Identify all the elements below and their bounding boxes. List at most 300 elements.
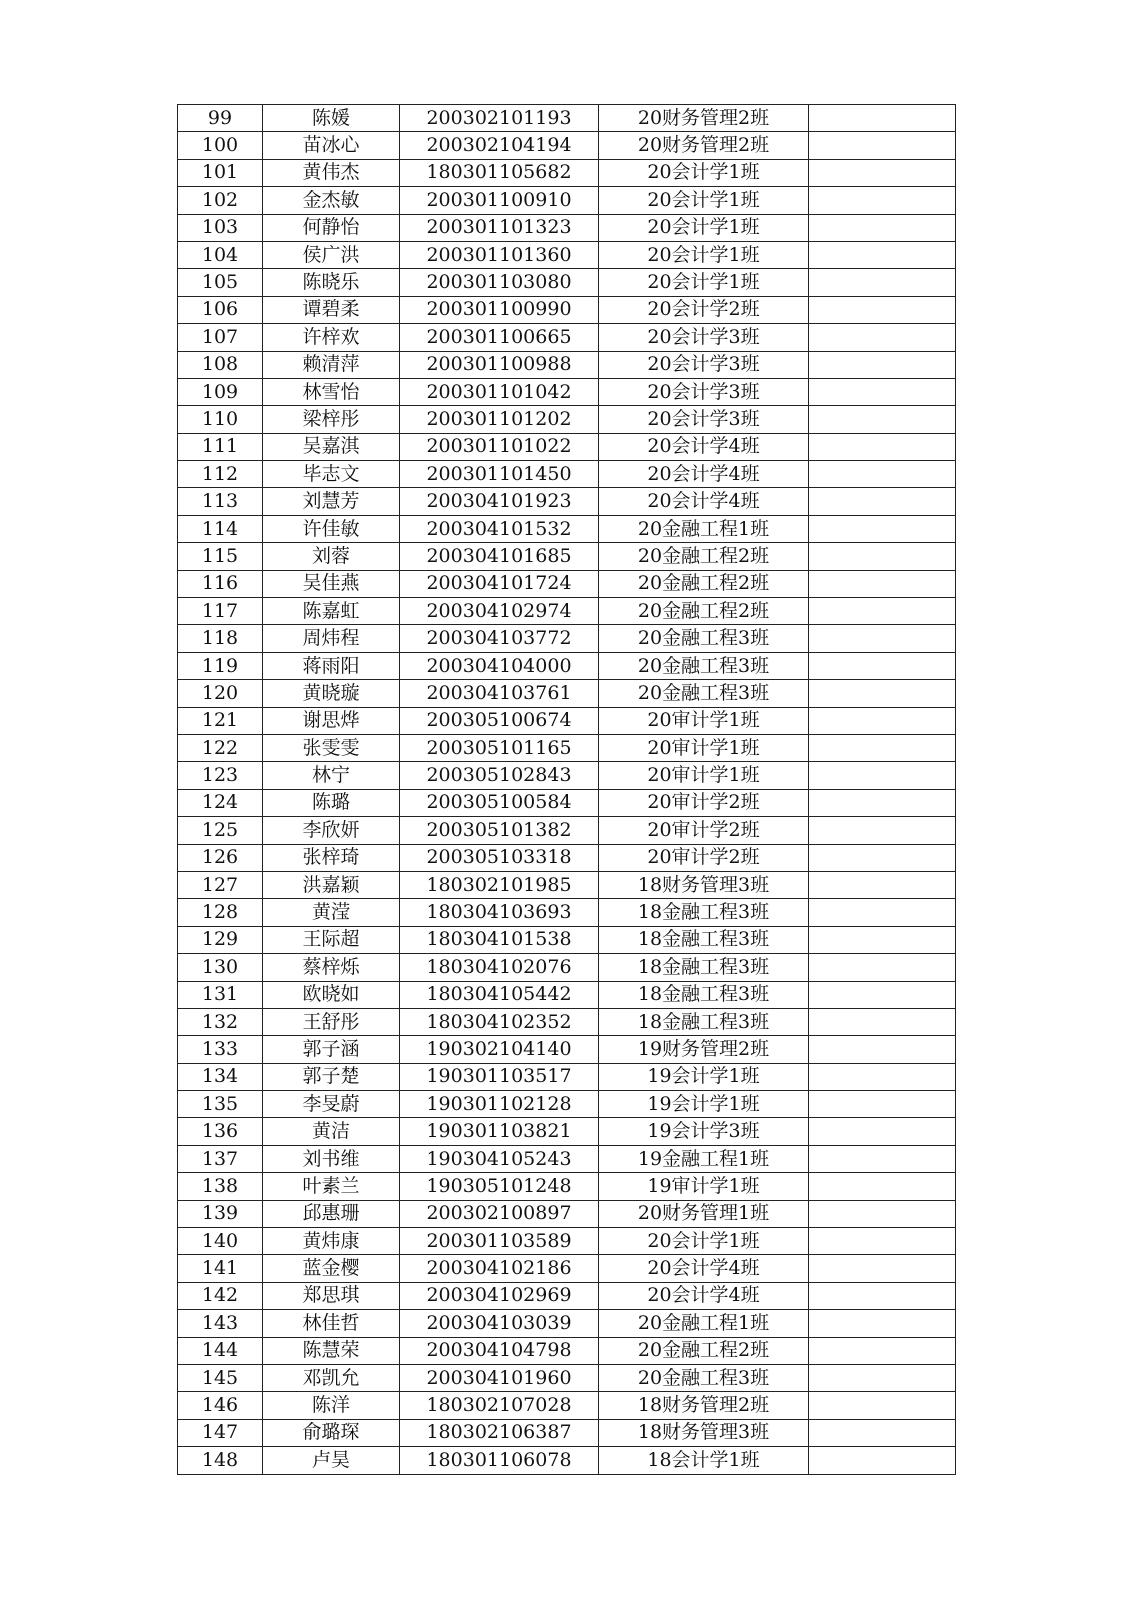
- row-number-cell: 127: [178, 871, 263, 898]
- student-id-cell: 200301101323: [400, 214, 599, 241]
- table-row: [178, 1036, 956, 1063]
- row-number-cell: 123: [178, 762, 263, 789]
- table-row: [178, 680, 956, 707]
- student-id-cell: 190301103821: [400, 1118, 599, 1145]
- student-name-cell: 陈嘉虹: [263, 598, 400, 625]
- remarks-cell: [809, 707, 956, 734]
- remarks-cell: [809, 433, 956, 460]
- table-row: [178, 324, 956, 351]
- remarks-cell: [809, 1118, 956, 1145]
- class-name-cell: 20金融工程2班: [599, 543, 809, 570]
- remarks-cell: [809, 1255, 956, 1282]
- table-row: [178, 871, 956, 898]
- class-name-cell: 20会计学3班: [599, 324, 809, 351]
- remarks-cell: [809, 324, 956, 351]
- class-name-cell: 20会计学1班: [599, 214, 809, 241]
- class-name-cell: 20会计学3班: [599, 406, 809, 433]
- class-name-cell: 20会计学4班: [599, 461, 809, 488]
- class-name-cell: 19财务管理2班: [599, 1036, 809, 1063]
- row-number-cell: 138: [178, 1173, 263, 1200]
- class-name-cell: 20金融工程2班: [599, 570, 809, 597]
- remarks-cell: [809, 1392, 956, 1419]
- table-row: [178, 926, 956, 953]
- class-name-cell: 18金融工程3班: [599, 954, 809, 981]
- class-name-cell: 20审计学1班: [599, 707, 809, 734]
- student-id-cell: 200304101923: [400, 488, 599, 515]
- remarks-cell: [809, 954, 956, 981]
- class-name-cell: 20会计学4班: [599, 1255, 809, 1282]
- student-name-cell: 许佳敏: [263, 515, 400, 542]
- student-id-cell: 200304104798: [400, 1337, 599, 1364]
- student-name-cell: 陈慧荣: [263, 1337, 400, 1364]
- class-name-cell: 20金融工程1班: [599, 515, 809, 542]
- remarks-cell: [809, 105, 956, 132]
- student-name-cell: 梁梓彤: [263, 406, 400, 433]
- student-name-cell: 谭碧柔: [263, 296, 400, 323]
- remarks-cell: [809, 899, 956, 926]
- table-row: [178, 598, 956, 625]
- table-row: [178, 625, 956, 652]
- student-id-cell: 200301100988: [400, 351, 599, 378]
- row-number-cell: 113: [178, 488, 263, 515]
- student-name-cell: 黄晓璇: [263, 680, 400, 707]
- student-name-cell: 张雯雯: [263, 734, 400, 761]
- class-name-cell: 20金融工程1班: [599, 1310, 809, 1337]
- student-id-cell: 180304103693: [400, 899, 599, 926]
- remarks-cell: [809, 570, 956, 597]
- class-name-cell: 18金融工程3班: [599, 981, 809, 1008]
- student-name-cell: 林宁: [263, 762, 400, 789]
- table-row: [178, 1447, 956, 1474]
- row-number-cell: 136: [178, 1118, 263, 1145]
- remarks-cell: [809, 981, 956, 1008]
- student-id-cell: 190302104140: [400, 1036, 599, 1063]
- student-name-cell: 郭子楚: [263, 1063, 400, 1090]
- table-row: [178, 488, 956, 515]
- student-id-cell: 180302106387: [400, 1419, 599, 1446]
- student-name-cell: 陈璐: [263, 789, 400, 816]
- row-number-cell: 114: [178, 515, 263, 542]
- remarks-cell: [809, 406, 956, 433]
- row-number-cell: 103: [178, 214, 263, 241]
- row-number-cell: 132: [178, 1008, 263, 1035]
- student-name-cell: 洪嘉颖: [263, 871, 400, 898]
- student-id-cell: 190301102128: [400, 1091, 599, 1118]
- class-name-cell: 20金融工程3班: [599, 625, 809, 652]
- row-number-cell: 112: [178, 461, 263, 488]
- table-row: [178, 543, 956, 570]
- class-name-cell: 19金融工程1班: [599, 1145, 809, 1172]
- remarks-cell: [809, 132, 956, 159]
- class-name-cell: 19会计学1班: [599, 1091, 809, 1118]
- student-name-cell: 刘书维: [263, 1145, 400, 1172]
- table-row: [178, 269, 956, 296]
- student-roster-table: [177, 104, 956, 1475]
- table-row: [178, 1145, 956, 1172]
- table-row: [178, 159, 956, 186]
- student-name-cell: 卢昊: [263, 1447, 400, 1474]
- remarks-cell: [809, 378, 956, 405]
- row-number-cell: 107: [178, 324, 263, 351]
- remarks-cell: [809, 461, 956, 488]
- row-number-cell: 106: [178, 296, 263, 323]
- remarks-cell: [809, 1310, 956, 1337]
- class-name-cell: 20金融工程2班: [599, 598, 809, 625]
- table-row: [178, 241, 956, 268]
- class-name-cell: 20会计学1班: [599, 269, 809, 296]
- student-id-cell: 200304101960: [400, 1364, 599, 1391]
- remarks-cell: [809, 187, 956, 214]
- class-name-cell: 20审计学1班: [599, 762, 809, 789]
- student-id-cell: 200305100584: [400, 789, 599, 816]
- student-name-cell: 金杰敏: [263, 187, 400, 214]
- student-id-cell: 200304103772: [400, 625, 599, 652]
- table-row: [178, 570, 956, 597]
- class-name-cell: 18金融工程3班: [599, 899, 809, 926]
- table-row: [178, 1364, 956, 1391]
- student-id-cell: 200302100897: [400, 1200, 599, 1227]
- class-name-cell: 18会计学1班: [599, 1447, 809, 1474]
- remarks-cell: [809, 1036, 956, 1063]
- row-number-cell: 115: [178, 543, 263, 570]
- table-row: [178, 296, 956, 323]
- table-row: [178, 652, 956, 679]
- class-name-cell: 20会计学3班: [599, 351, 809, 378]
- row-number-cell: 144: [178, 1337, 263, 1364]
- class-name-cell: 18财务管理3班: [599, 871, 809, 898]
- student-name-cell: 刘慧芳: [263, 488, 400, 515]
- class-name-cell: 20金融工程3班: [599, 680, 809, 707]
- student-id-cell: 200304101685: [400, 543, 599, 570]
- class-name-cell: 20会计学1班: [599, 159, 809, 186]
- remarks-cell: [809, 1447, 956, 1474]
- student-id-cell: 200302104194: [400, 132, 599, 159]
- row-number-cell: 117: [178, 598, 263, 625]
- remarks-cell: [809, 488, 956, 515]
- row-number-cell: 148: [178, 1447, 263, 1474]
- student-name-cell: 李旻蔚: [263, 1091, 400, 1118]
- student-name-cell: 郑思琪: [263, 1282, 400, 1309]
- row-number-cell: 142: [178, 1282, 263, 1309]
- student-id-cell: 200304101724: [400, 570, 599, 597]
- table-row: [178, 187, 956, 214]
- student-name-cell: 赖清萍: [263, 351, 400, 378]
- student-id-cell: 180302101985: [400, 871, 599, 898]
- remarks-cell: [809, 1173, 956, 1200]
- student-name-cell: 黄炜康: [263, 1228, 400, 1255]
- remarks-cell: [809, 1145, 956, 1172]
- row-number-cell: 110: [178, 406, 263, 433]
- student-id-cell: 180304101538: [400, 926, 599, 953]
- class-name-cell: 19会计学3班: [599, 1118, 809, 1145]
- remarks-cell: [809, 351, 956, 378]
- student-id-cell: 200304104000: [400, 652, 599, 679]
- class-name-cell: 20财务管理2班: [599, 132, 809, 159]
- student-id-cell: 200304103761: [400, 680, 599, 707]
- roster-table-body: [178, 105, 956, 1475]
- row-number-cell: 102: [178, 187, 263, 214]
- row-number-cell: 105: [178, 269, 263, 296]
- class-name-cell: 19会计学1班: [599, 1063, 809, 1090]
- remarks-cell: [809, 1008, 956, 1035]
- student-id-cell: 200301101450: [400, 461, 599, 488]
- remarks-cell: [809, 871, 956, 898]
- remarks-cell: [809, 1091, 956, 1118]
- student-name-cell: 许梓欢: [263, 324, 400, 351]
- row-number-cell: 99: [178, 105, 263, 132]
- table-row: [178, 1310, 956, 1337]
- class-name-cell: 20金融工程3班: [599, 1364, 809, 1391]
- row-number-cell: 135: [178, 1091, 263, 1118]
- student-name-cell: 吴嘉淇: [263, 433, 400, 460]
- row-number-cell: 146: [178, 1392, 263, 1419]
- table-row: [178, 461, 956, 488]
- class-name-cell: 20审计学2班: [599, 789, 809, 816]
- student-id-cell: 200301101042: [400, 378, 599, 405]
- row-number-cell: 126: [178, 844, 263, 871]
- table-row: [178, 378, 956, 405]
- row-number-cell: 128: [178, 899, 263, 926]
- row-number-cell: 130: [178, 954, 263, 981]
- remarks-cell: [809, 1282, 956, 1309]
- row-number-cell: 125: [178, 817, 263, 844]
- table-row: [178, 1392, 956, 1419]
- student-id-cell: 200301103080: [400, 269, 599, 296]
- student-name-cell: 刘蓉: [263, 543, 400, 570]
- student-id-cell: 200301101360: [400, 241, 599, 268]
- class-name-cell: 20审计学2班: [599, 844, 809, 871]
- class-name-cell: 18财务管理2班: [599, 1392, 809, 1419]
- table-row: [178, 1337, 956, 1364]
- student-id-cell: 200302101193: [400, 105, 599, 132]
- student-id-cell: 200301100990: [400, 296, 599, 323]
- row-number-cell: 143: [178, 1310, 263, 1337]
- student-name-cell: 张梓琦: [263, 844, 400, 871]
- remarks-cell: [809, 296, 956, 323]
- student-id-cell: 200304102969: [400, 1282, 599, 1309]
- student-id-cell: 190304105243: [400, 1145, 599, 1172]
- student-name-cell: 何静怡: [263, 214, 400, 241]
- row-number-cell: 140: [178, 1228, 263, 1255]
- remarks-cell: [809, 1200, 956, 1227]
- class-name-cell: 20会计学4班: [599, 488, 809, 515]
- row-number-cell: 122: [178, 734, 263, 761]
- class-name-cell: 20会计学4班: [599, 1282, 809, 1309]
- student-name-cell: 叶素兰: [263, 1173, 400, 1200]
- row-number-cell: 145: [178, 1364, 263, 1391]
- student-name-cell: 苗冰心: [263, 132, 400, 159]
- table-row: [178, 1255, 956, 1282]
- student-name-cell: 蒋雨阳: [263, 652, 400, 679]
- class-name-cell: 18财务管理3班: [599, 1419, 809, 1446]
- class-name-cell: 20金融工程3班: [599, 652, 809, 679]
- class-name-cell: 20金融工程2班: [599, 1337, 809, 1364]
- class-name-cell: 19审计学1班: [599, 1173, 809, 1200]
- row-number-cell: 118: [178, 625, 263, 652]
- table-row: [178, 1228, 956, 1255]
- table-row: [178, 214, 956, 241]
- student-name-cell: 蔡梓烁: [263, 954, 400, 981]
- class-name-cell: 20会计学1班: [599, 187, 809, 214]
- row-number-cell: 109: [178, 378, 263, 405]
- remarks-cell: [809, 241, 956, 268]
- table-row: [178, 433, 956, 460]
- table-row: [178, 1008, 956, 1035]
- remarks-cell: [809, 1228, 956, 1255]
- student-id-cell: 200304102186: [400, 1255, 599, 1282]
- student-id-cell: 180304102352: [400, 1008, 599, 1035]
- table-row: [178, 132, 956, 159]
- class-name-cell: 20会计学1班: [599, 241, 809, 268]
- remarks-cell: [809, 844, 956, 871]
- student-name-cell: 吴佳燕: [263, 570, 400, 597]
- row-number-cell: 111: [178, 433, 263, 460]
- table-row: [178, 899, 956, 926]
- table-row: [178, 515, 956, 542]
- table-row: [178, 954, 956, 981]
- row-number-cell: 131: [178, 981, 263, 1008]
- table-row: [178, 406, 956, 433]
- student-name-cell: 黄伟杰: [263, 159, 400, 186]
- student-name-cell: 侯广洪: [263, 241, 400, 268]
- student-name-cell: 王舒彤: [263, 1008, 400, 1035]
- student-name-cell: 邱惠珊: [263, 1200, 400, 1227]
- remarks-cell: [809, 652, 956, 679]
- row-number-cell: 121: [178, 707, 263, 734]
- student-id-cell: 180301105682: [400, 159, 599, 186]
- class-name-cell: 20会计学2班: [599, 296, 809, 323]
- student-name-cell: 林雪怡: [263, 378, 400, 405]
- row-number-cell: 133: [178, 1036, 263, 1063]
- student-id-cell: 200304103039: [400, 1310, 599, 1337]
- student-id-cell: 200305100674: [400, 707, 599, 734]
- row-number-cell: 120: [178, 680, 263, 707]
- table-row: [178, 734, 956, 761]
- student-name-cell: 谢思烨: [263, 707, 400, 734]
- class-name-cell: 20会计学4班: [599, 433, 809, 460]
- remarks-cell: [809, 269, 956, 296]
- table-row: [178, 981, 956, 1008]
- student-name-cell: 陈洋: [263, 1392, 400, 1419]
- remarks-cell: [809, 817, 956, 844]
- table-row: [178, 1200, 956, 1227]
- table-row: [178, 1173, 956, 1200]
- class-name-cell: 20审计学2班: [599, 817, 809, 844]
- student-id-cell: 200301101022: [400, 433, 599, 460]
- student-id-cell: 200304102974: [400, 598, 599, 625]
- student-name-cell: 蓝金樱: [263, 1255, 400, 1282]
- table-row: [178, 762, 956, 789]
- table-row: [178, 105, 956, 132]
- row-number-cell: 104: [178, 241, 263, 268]
- student-name-cell: 陈晓乐: [263, 269, 400, 296]
- student-name-cell: 林佳哲: [263, 1310, 400, 1337]
- table-row: [178, 1063, 956, 1090]
- student-id-cell: 200301103589: [400, 1228, 599, 1255]
- row-number-cell: 137: [178, 1145, 263, 1172]
- row-number-cell: 134: [178, 1063, 263, 1090]
- student-id-cell: 180304102076: [400, 954, 599, 981]
- student-id-cell: 180304105442: [400, 981, 599, 1008]
- class-name-cell: 20会计学3班: [599, 378, 809, 405]
- student-name-cell: 李欣妍: [263, 817, 400, 844]
- table-row: [178, 1118, 956, 1145]
- student-name-cell: 欧晓如: [263, 981, 400, 1008]
- row-number-cell: 141: [178, 1255, 263, 1282]
- row-number-cell: 100: [178, 132, 263, 159]
- student-name-cell: 黄滢: [263, 899, 400, 926]
- remarks-cell: [809, 159, 956, 186]
- row-number-cell: 119: [178, 652, 263, 679]
- remarks-cell: [809, 1419, 956, 1446]
- table-row: [178, 707, 956, 734]
- row-number-cell: 147: [178, 1419, 263, 1446]
- class-name-cell: 18金融工程3班: [599, 926, 809, 953]
- remarks-cell: [809, 543, 956, 570]
- student-id-cell: 200305101382: [400, 817, 599, 844]
- row-number-cell: 108: [178, 351, 263, 378]
- student-name-cell: 邓凯允: [263, 1364, 400, 1391]
- table-row: [178, 844, 956, 871]
- class-name-cell: 18金融工程3班: [599, 1008, 809, 1035]
- row-number-cell: 101: [178, 159, 263, 186]
- remarks-cell: [809, 789, 956, 816]
- remarks-cell: [809, 625, 956, 652]
- table-row: [178, 817, 956, 844]
- student-id-cell: 200305103318: [400, 844, 599, 871]
- row-number-cell: 116: [178, 570, 263, 597]
- table-row: [178, 1091, 956, 1118]
- student-id-cell: 190305101248: [400, 1173, 599, 1200]
- remarks-cell: [809, 214, 956, 241]
- remarks-cell: [809, 515, 956, 542]
- student-name-cell: 郭子涵: [263, 1036, 400, 1063]
- remarks-cell: [809, 1337, 956, 1364]
- remarks-cell: [809, 1364, 956, 1391]
- remarks-cell: [809, 1063, 956, 1090]
- student-id-cell: 180302107028: [400, 1392, 599, 1419]
- student-name-cell: 黄洁: [263, 1118, 400, 1145]
- student-id-cell: 200301100910: [400, 187, 599, 214]
- table-row: [178, 351, 956, 378]
- student-name-cell: 毕志文: [263, 461, 400, 488]
- student-id-cell: 180301106078: [400, 1447, 599, 1474]
- remarks-cell: [809, 926, 956, 953]
- class-name-cell: 20审计学1班: [599, 734, 809, 761]
- student-id-cell: 200301101202: [400, 406, 599, 433]
- class-name-cell: 20会计学1班: [599, 1228, 809, 1255]
- remarks-cell: [809, 734, 956, 761]
- student-name-cell: 王际超: [263, 926, 400, 953]
- table-row: [178, 789, 956, 816]
- student-id-cell: 200305102843: [400, 762, 599, 789]
- remarks-cell: [809, 680, 956, 707]
- class-name-cell: 20财务管理2班: [599, 105, 809, 132]
- class-name-cell: 20财务管理1班: [599, 1200, 809, 1227]
- student-name-cell: 俞璐琛: [263, 1419, 400, 1446]
- student-id-cell: 190301103517: [400, 1063, 599, 1090]
- remarks-cell: [809, 598, 956, 625]
- row-number-cell: 139: [178, 1200, 263, 1227]
- remarks-cell: [809, 762, 956, 789]
- student-id-cell: 200304101532: [400, 515, 599, 542]
- table-row: [178, 1419, 956, 1446]
- table-row: [178, 1282, 956, 1309]
- row-number-cell: 129: [178, 926, 263, 953]
- student-id-cell: 200305101165: [400, 734, 599, 761]
- student-id-cell: 200301100665: [400, 324, 599, 351]
- student-name-cell: 陈媛: [263, 105, 400, 132]
